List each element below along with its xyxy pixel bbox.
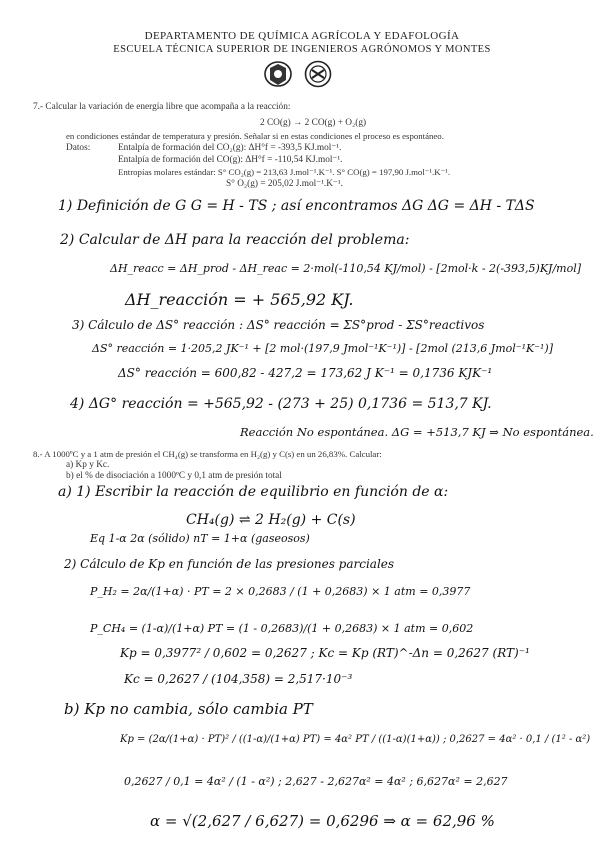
p7-hw-line-4: ΔH_reacción = + 565,92 KJ.	[125, 290, 354, 309]
university-seal-left	[262, 60, 294, 88]
problem8-item-b: b) el % de disociación a 1000ºC y 0,1 atm de presión total	[66, 471, 282, 481]
problem7-data-o2-entropy: S° O₂(g) = 205,02 J.mol⁻¹.K⁻¹.	[226, 179, 343, 189]
problem7-data-entropies: Entropías molares estándar: S° CO₂(g) = 213,63 J.mol⁻¹.K⁻¹. S° CO(g) = 197,90 J.mol⁻¹.K⁻¹.	[118, 167, 451, 177]
problem7-reaction: 2 CO(g) → 2 CO(g) + O₂(g)	[260, 118, 367, 128]
p8-hw-line-1: a) 1) Escribir la reacción de equilibrio en función de α:	[58, 484, 449, 500]
problem7-data-co2-enthalpy: Entalpía de formación del CO₂(g): ΔH°f = -393,5 KJ.mol⁻¹.	[118, 143, 342, 153]
p7-hw-line-5: 3) Cálculo de ΔS° reacción : ΔS° reacción = ΣS°prod - ΣS°reactivos	[72, 318, 485, 332]
problem7-data-label: Datos:	[66, 143, 91, 153]
p8-hw-line-6: P_CH₄ = (1-α)/(1+α) PT = (1 - 0,2683)/(1 + 0,2683) × 1 atm = 0,602	[90, 622, 474, 635]
p7-hw-line-6: ΔS° reacción = 1·205,2 JK⁻¹ + [2 mol·(197,9 Jmol⁻¹K⁻¹)] - [2mol (213,6 Jmol⁻¹K⁻¹)]	[92, 342, 554, 355]
problem8-statement: 8.- A 1000ºC y a 1 atm de presión el CH₄(g) se transforma en H₂(g) y C(s) en un 26,83%. Calcular:	[33, 449, 382, 459]
school-seal-right	[302, 60, 334, 88]
p8-hw-line-12: α = √(2,627 / 6,627) = 0,6296 ⇒ α = 62,96 %	[150, 812, 495, 830]
p8-hw-line-11: 0,2627 / 0,1 = 4α² / (1 - α²) ; 2,627 - 2,627α² = 4α² ; 6,627α² = 2,627	[124, 775, 508, 788]
p8-hw-line-3: Eq 1-α 2α (sólido) nT = 1+α (gaseosos)	[90, 532, 310, 545]
p7-hw-line-9: Reacción No espontánea. ΔG = +513,7 KJ ⇒ No espontánea.	[240, 425, 594, 439]
p7-hw-line-2: 2) Calcular de ΔH para la reacción del problema:	[60, 232, 410, 248]
p8-hw-line-8: Kc = 0,2627 / (104,358) = 2,517·10⁻³	[124, 672, 353, 686]
p7-hw-line-3: ΔH_reacc = ΔH_prod - ΔH_reac = 2·mol(-110,54 KJ/mol) - [2mol·k - 2(-393,5)KJ/mol]	[110, 262, 582, 275]
problem8-item-a: a) Kp y Kc.	[66, 460, 110, 470]
problem7-data-co-enthalpy: Entalpía de formación del CO(g): ΔH°f = -110,54 KJ.mol⁻¹.	[118, 155, 343, 165]
p7-hw-line-7: ΔS° reacción = 600,82 - 427,2 = 173,62 J K⁻¹ = 0,1736 KJK⁻¹	[118, 366, 493, 380]
department-heading: DEPARTAMENTO DE QUÍMICA AGRÍCOLA Y EDAFOLOGÍA	[144, 30, 460, 42]
p8-hw-line-9: b) Kp no cambia, sólo cambia PT	[64, 700, 313, 718]
p8-hw-line-2: CH₄(g) ⇌ 2 H₂(g) + C(s)	[186, 512, 356, 528]
p8-hw-line-4: 2) Cálculo de Kp en función de las presiones parciales	[64, 557, 395, 571]
problem7-conditions: en condiciones estándar de temperatura y presión. Señalar si en estas condiciones el proceso es espontáneo.	[66, 131, 444, 141]
school-heading: ESCUELA TÉCNICA SUPERIOR DE INGENIEROS AGRÓNOMOS Y MONTES	[113, 44, 491, 55]
p8-hw-line-10: Kp = (2α/(1+α) · PT)² / ((1-α)/(1+α) PT) = 4α² PT / ((1-α)(1+α)) ; 0,2627 = 4α² · 0,1 / (1² - α²)	[120, 734, 591, 745]
p7-hw-line-1: 1) Definición de G G = H - TS ; así encontramos ΔG ΔG = ΔH - TΔS	[58, 198, 535, 214]
p7-hw-line-8: 4) ΔG° reacción = +565,92 - (273 + 25) 0,1736 = 513,7 KJ.	[70, 396, 492, 412]
p8-hw-line-7: Kp = 0,3977² / 0,602 = 0,2627 ; Kc = Kp (RT)^-Δn = 0,2627 (RT)⁻¹	[120, 646, 530, 660]
problem7-statement: 7.- Calcular la variación de energía libre que acompaña a la reacción:	[33, 102, 291, 112]
p8-hw-line-5: P_H₂ = 2α/(1+α) · PT = 2 × 0,2683 / (1 + 0,2683) × 1 atm = 0,3977	[90, 585, 471, 598]
